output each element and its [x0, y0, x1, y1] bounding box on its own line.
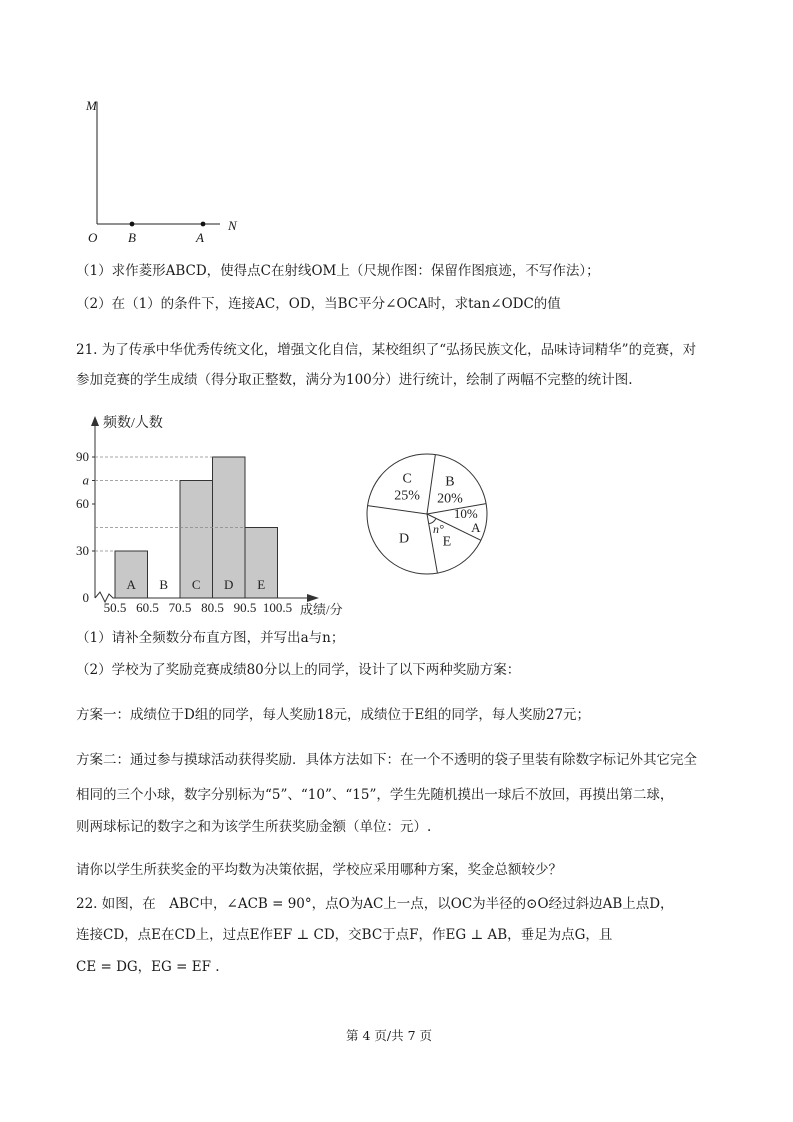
q22-line3: CE = DG，EG = EF .: [76, 959, 220, 975]
pie-label-c: C: [402, 471, 412, 487]
bar-label-a: A: [126, 577, 136, 592]
y-tick-label: 0: [82, 590, 89, 605]
angle-label: n°: [433, 522, 444, 537]
label-m: M: [86, 98, 97, 113]
q22-line1: 22. 如图，在 ABC中，∠ACB = 90°，点O为AC上一点，以OC为半径的⊙O经过斜边AB上点D，: [76, 896, 674, 912]
x-tick-label: 90.5: [233, 600, 257, 615]
y-tick-label: a: [82, 472, 89, 488]
q21-part2: （2）学校为了奖励竞赛成绩80分以上的同学，设计了以下两种奖励方案：: [76, 662, 521, 678]
y-axis-label: 频数/人数: [103, 416, 163, 431]
q21-intro-line1: 21. 为了传承中华优秀传统文化，增强文化自信，某校组织了“弘扬民族文化，品味诗词精华”的竞赛，对: [76, 342, 697, 358]
frequency-histogram: [60, 408, 370, 623]
pie-label-d: D: [399, 531, 410, 547]
label-o: O: [88, 230, 98, 245]
x-tick-label: 50.5: [103, 600, 127, 615]
q21-question: 请你以学生所获奖金的平均数为决策依据，学校应采用哪种方案，奖金总额较少？: [76, 862, 562, 878]
pie-label-a: A: [471, 520, 481, 536]
q21-plan2-line2: 相同的三个小球，数字分别标为“5”、“10”、“15”，学生先随机摸出一球后不放回，再摸出第二球，: [76, 787, 674, 803]
q21-intro-line2: 参加竞赛的学生成绩（得分取正整数，满分为100分）进行统计，绘制了两幅不完整的统计图.: [76, 372, 633, 388]
pie-label-e: E: [442, 534, 452, 550]
x-tick-label: 60.5: [136, 600, 159, 615]
y-tick-label: 90: [76, 449, 89, 464]
x-axis-label: 成绩/分: [300, 602, 343, 617]
q20-part2: （2）在（1）的条件下，连接AC，OD，当BC平分∠OCA时，求tan∠ODC的值: [76, 296, 561, 312]
bar-label-c: C: [191, 577, 201, 592]
bar-label-e: E: [257, 577, 266, 592]
y-tick-label: 30: [76, 543, 89, 558]
x-tick-label: 80.5: [201, 600, 224, 615]
y-tick-label: 60: [76, 496, 89, 511]
y-axis-arrow: [91, 416, 99, 426]
pie-percent-a: 10%: [453, 506, 478, 522]
pie-percent-b: 20%: [437, 491, 463, 507]
q22-line2: 连接CD，点E在CD上，过点E作EF ⊥ CD，交BC于点F，作EG ⊥ AB，垂足为点G，且: [76, 927, 613, 943]
x-axis-arrow: [307, 594, 319, 602]
pie-percent-c: 25%: [394, 488, 420, 504]
bar-label-d: D: [224, 577, 234, 592]
q21-plan2-line3: 则两球标记的数字之和为该学生所获奖励金额（单位：元）.: [76, 819, 432, 835]
q21-plan1: 方案一：成绩位于D组的同学，每人奖励18元，成绩位于E组的同学，每人奖励27元；: [76, 707, 591, 723]
point-a: [201, 222, 206, 227]
x-tick-label: 70.5: [168, 600, 192, 615]
label-a: A: [196, 230, 204, 245]
x-tick-label: 100.5: [262, 600, 293, 615]
pie-chart: [362, 448, 492, 583]
ray-figure: [70, 90, 270, 250]
q21-plan2-line1: 方案二：通过参与摸球活动获得奖励．具体方法如下：在一个不透明的袋子里装有除数字标记外其它完全: [76, 752, 697, 768]
pie-label-b: B: [445, 474, 455, 490]
point-b: [130, 222, 135, 227]
label-b: B: [128, 230, 136, 245]
label-n: N: [228, 218, 237, 233]
q20-part1: （1）求作菱形ABCD，使得点C在射线OM上（尺规作图：保留作图痕迹，不写作法）；: [76, 263, 600, 279]
bar-label-b: B: [159, 577, 169, 592]
page-footer: 第 4 页/共 7 页: [346, 1028, 433, 1043]
q21-part1: （1）请补全频数分布直方图，并写出a与n；: [76, 630, 345, 646]
